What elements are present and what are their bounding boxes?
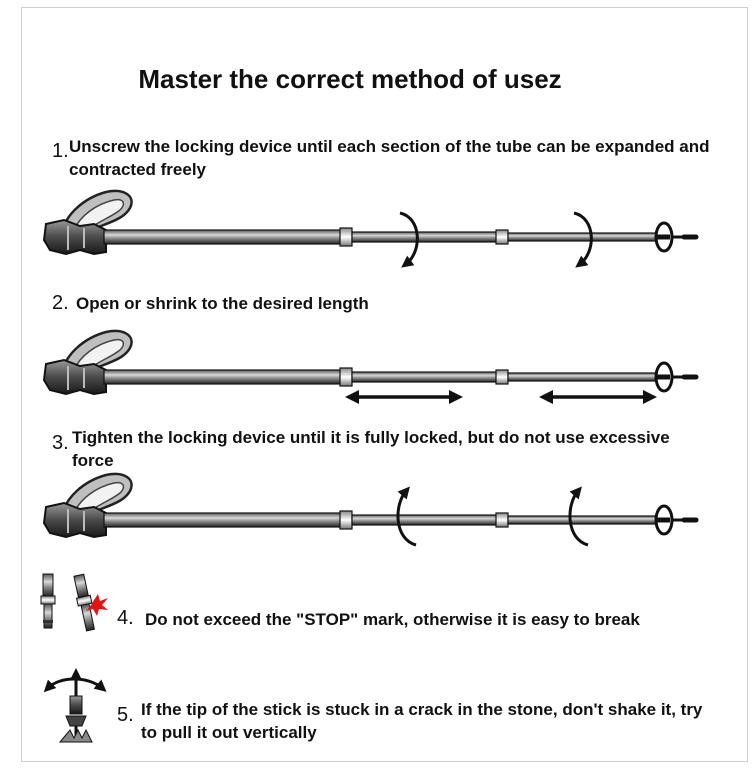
step-2-text: Open or shrink to the desired length (76, 294, 369, 313)
pole-rotate-icon (44, 210, 704, 280)
step-1-number: 1. (52, 140, 69, 162)
stop-mark-icon (38, 574, 110, 644)
step-5-text: If the tip of the stick is stuck in a crack in the stone, don't shake it, try to pull it out vertically (141, 700, 703, 742)
step-3-number: 3. (52, 432, 69, 454)
pole-tighten-icon (44, 493, 704, 563)
step-2-number: 2. (52, 292, 69, 314)
page-title: Master the correct method of usez (138, 64, 562, 94)
step-1-text: Unscrew the locking device until each section of the tube can be expanded and contracted freely (69, 137, 710, 179)
step-4-text: Do not exceed the "STOP" mark, otherwise it is easy to break (145, 610, 640, 629)
pole-extend-icon (44, 350, 704, 420)
step-4-number: 4. (117, 607, 134, 629)
step-5-number: 5. (117, 704, 134, 726)
step-3-text: Tighten the locking device until it is fully locked, but do not use excessive force (72, 428, 670, 470)
stuck-tip-icon (40, 672, 112, 744)
